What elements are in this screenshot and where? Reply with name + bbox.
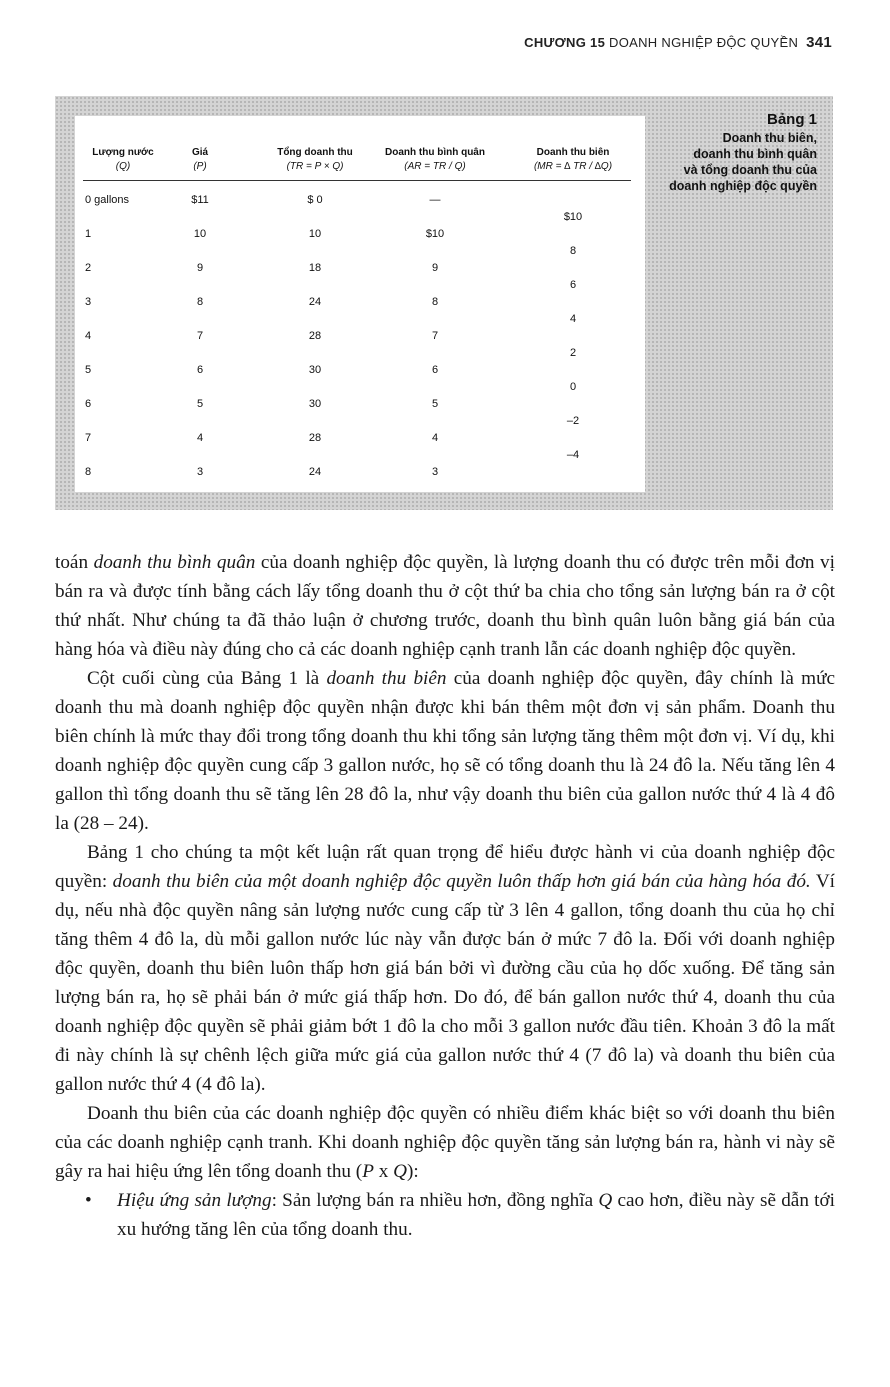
paragraph	[55, 664, 835, 838]
text-run: cao hơn, điều này sẽ dẫn tới xu hướng tăng lên của tổng doanh thu.	[117, 1190, 835, 1240]
emphasis-text: Q	[393, 1161, 407, 1182]
table-cell-p: $11	[191, 194, 209, 206]
column-header-tr	[255, 146, 375, 174]
column-sub: (P)	[193, 161, 207, 172]
table-figure	[55, 96, 833, 510]
table-cell-q: 1	[85, 228, 92, 240]
table-cell-ar: $10	[425, 228, 445, 240]
table-cell-p: 5	[196, 398, 204, 410]
table-cell-p: 7	[196, 330, 204, 342]
table-cell-ar: 7	[431, 330, 439, 342]
text-run: Cột cuối cùng của Bảng 1 là	[87, 668, 327, 689]
table-cell-ar: 6	[431, 364, 439, 376]
column-sub: (MR = ∆ TR / ∆Q)	[533, 161, 613, 172]
column-title: Giá	[191, 147, 209, 158]
table-cell-ar: 3	[431, 466, 439, 478]
text-run: Bảng 1 cho chúng ta một kết luận rất quan trọng để hiểu được hành vi của doanh nghiệp độc quyền:	[55, 842, 835, 892]
table-cell-tr: 28	[308, 330, 322, 342]
table-cell-p: 4	[196, 432, 204, 444]
text-run: của doanh nghiệp độc quyền, là lượng doanh thu có được trên mỗi đơn vị bán ra và được tính bằng cách lấy tổng doanh thu ở cột thứ ba chia cho tổng sản lượng bán ra ở cột thứ nhất. Như chúng ta đã thảo luận ở chương trước, doanh thu bình quân luôn bằng giá bán của hàng hóa và điều này đúng cho cả các doanh nghiệp cạnh tranh lẫn các doanh nghiệp độc quyền.	[55, 552, 835, 660]
paragraph	[55, 1099, 835, 1186]
table-cell-mr: 6	[569, 279, 577, 291]
text-run: ):	[406, 1161, 419, 1182]
table-cell-tr: $ 0	[307, 194, 323, 206]
column-header-ar	[375, 146, 495, 174]
column-sub: (Q)	[115, 161, 131, 172]
table-cell-q: 0 gallons	[85, 194, 130, 206]
table-number: Bảng 1	[766, 111, 817, 128]
table-cell-ar: 4	[431, 432, 439, 444]
column-sub: (AR = TR / Q)	[404, 161, 466, 172]
column-header-p	[170, 146, 230, 174]
header-divider	[83, 180, 631, 181]
table-cell-tr: 24	[308, 466, 322, 478]
text-run: của doanh nghiệp độc quyền, đây chính là mức doanh thu mà doanh nghiệp độc quyền nhận được khi bán thêm một đơn vị sản phẩm. Doanh thu biên chính là mức thay đổi trong tổng doanh thu khi tổng sản lượng tăng thêm một đơn vị. Ví dụ, khi doanh nghiệp độc quyền cung cấp 3 gallon nước, họ sẽ có tổng doanh thu là 24 đô la. Nếu tăng lên 4 gallon thì tổng doanh thu sẽ tăng lên 28 đô la, như vậy doanh thu biên của gallon nước thứ 4 là 4 đô la (28 – 24).	[55, 668, 835, 834]
table-cell-tr: 30	[308, 364, 322, 376]
caption-line: doanh nghiệp độc quyền	[669, 179, 817, 193]
text-run: toán	[55, 552, 94, 573]
table-cell-tr: 28	[308, 432, 322, 444]
body-text	[55, 548, 835, 1244]
table-cell-p: 8	[196, 296, 204, 308]
chapter-title: DOANH NGHIỆP ĐỘC QUYỀN	[609, 35, 799, 50]
table-cell-mr: 4	[569, 313, 577, 325]
table-cell-tr: 30	[308, 398, 322, 410]
table-cell-q: 5	[85, 364, 92, 376]
column-title: Tổng doanh thu	[277, 147, 353, 158]
emphasis-text: doanh thu bình quân	[93, 552, 256, 573]
table-cell-mr: –4	[566, 449, 580, 461]
emphasis-text: P	[362, 1161, 374, 1182]
table-cell-mr: –2	[566, 415, 580, 427]
text-run: Doanh thu biên của các doanh nghiệp độc quyền có nhiều điểm khác biệt so với doanh thu biên của các doanh nghiệp cạnh tranh. Khi doanh nghiệp độc quyền tăng sản lượng bán ra, hành vi này sẽ gây ra hai hiệu ứng lên tổng doanh thu (	[55, 1103, 835, 1182]
caption-line: doanh thu bình quân	[693, 147, 817, 161]
column-header-mr	[513, 146, 633, 174]
bullet-dot: •	[85, 1190, 92, 1211]
table-cell-q: 7	[85, 432, 92, 444]
running-header	[524, 34, 832, 51]
table-cell-p: 10	[193, 228, 207, 240]
paragraph	[55, 548, 835, 664]
table-cell-mr: $10	[563, 211, 583, 223]
table-cell-mr: 0	[569, 381, 577, 393]
table-cell-p: 9	[196, 262, 204, 274]
bullet-item	[55, 1186, 835, 1244]
column-title: Doanh thu biên	[536, 147, 610, 158]
emphasis-text: doanh thu biên của một doanh nghiệp độc quyền luôn thấp hơn giá bán của hàng hóa đó.	[112, 871, 811, 892]
table-cell-mr: 8	[569, 245, 577, 257]
page-number: 341	[806, 34, 832, 51]
emphasis-text: doanh thu biên	[326, 668, 447, 689]
table-cell-mr: 2	[569, 347, 577, 359]
revenue-table	[75, 116, 645, 492]
emphasis-text: Q	[598, 1190, 613, 1211]
text-run: Ví dụ, nếu nhà độc quyền nâng sản lượng nước cung cấp từ 3 lên 4 gallon, tổng doanh thu của họ chỉ tăng thêm 4 đô la, dù mỗi gallon nước lúc này vẫn được bán ở mức 7 đô la. Đối với doanh nghiệp độc quyền, doanh thu biên luôn thấp hơn giá bán bởi vì đường cầu của họ dốc xuống. Để tăng sản lượng bán ra, họ sẽ phải bán ở mức giá thấp hơn. Do đó, để bán gallon nước thứ 4, doanh thu của doanh nghiệp độc quyền sẽ phải giảm bớt 1 đô la cho mỗi 3 gallon nước đầu tiên. Khoản 3 đô la mất đi này chính là sự chênh lệch giữa mức giá của gallon nước thứ 4 (7 đô la) và doanh thu biên của gallon nước thứ 4 (4 đô la).	[55, 871, 836, 1095]
emphasis-text: Hiệu ứng sản lượng	[117, 1190, 272, 1211]
table-cell-ar: 9	[431, 262, 439, 274]
table-cell-q: 3	[85, 296, 92, 308]
caption-line: và tổng doanh thu của	[683, 163, 817, 177]
text-run: : Sản lượng bán ra nhiều hơn, đồng nghĩa	[271, 1190, 599, 1211]
caption-line: Doanh thu biên,	[722, 131, 817, 145]
column-title: Doanh thu bình quân	[385, 147, 485, 158]
paragraph	[55, 838, 835, 1099]
column-header-q	[83, 146, 163, 174]
table-cell-q: 6	[85, 398, 92, 410]
table-cell-tr: 10	[308, 228, 322, 240]
table-cell-p: 3	[196, 466, 204, 478]
chapter-label: CHƯƠNG 15	[524, 35, 606, 50]
column-title: Lượng nước	[92, 147, 154, 158]
column-sub: (TR = P × Q)	[286, 161, 344, 172]
table-caption	[617, 112, 817, 194]
table-cell-ar: 5	[431, 398, 439, 410]
text-run: x	[373, 1161, 394, 1182]
table-cell-q: 2	[85, 262, 92, 274]
table-cell-ar: 8	[431, 296, 439, 308]
table-cell-q: 4	[85, 330, 92, 342]
table-cell-ar: —	[429, 194, 441, 206]
table-cell-tr: 24	[308, 296, 322, 308]
table-cell-tr: 18	[308, 262, 322, 274]
table-cell-p: 6	[196, 364, 204, 376]
table-cell-q: 8	[85, 466, 92, 478]
